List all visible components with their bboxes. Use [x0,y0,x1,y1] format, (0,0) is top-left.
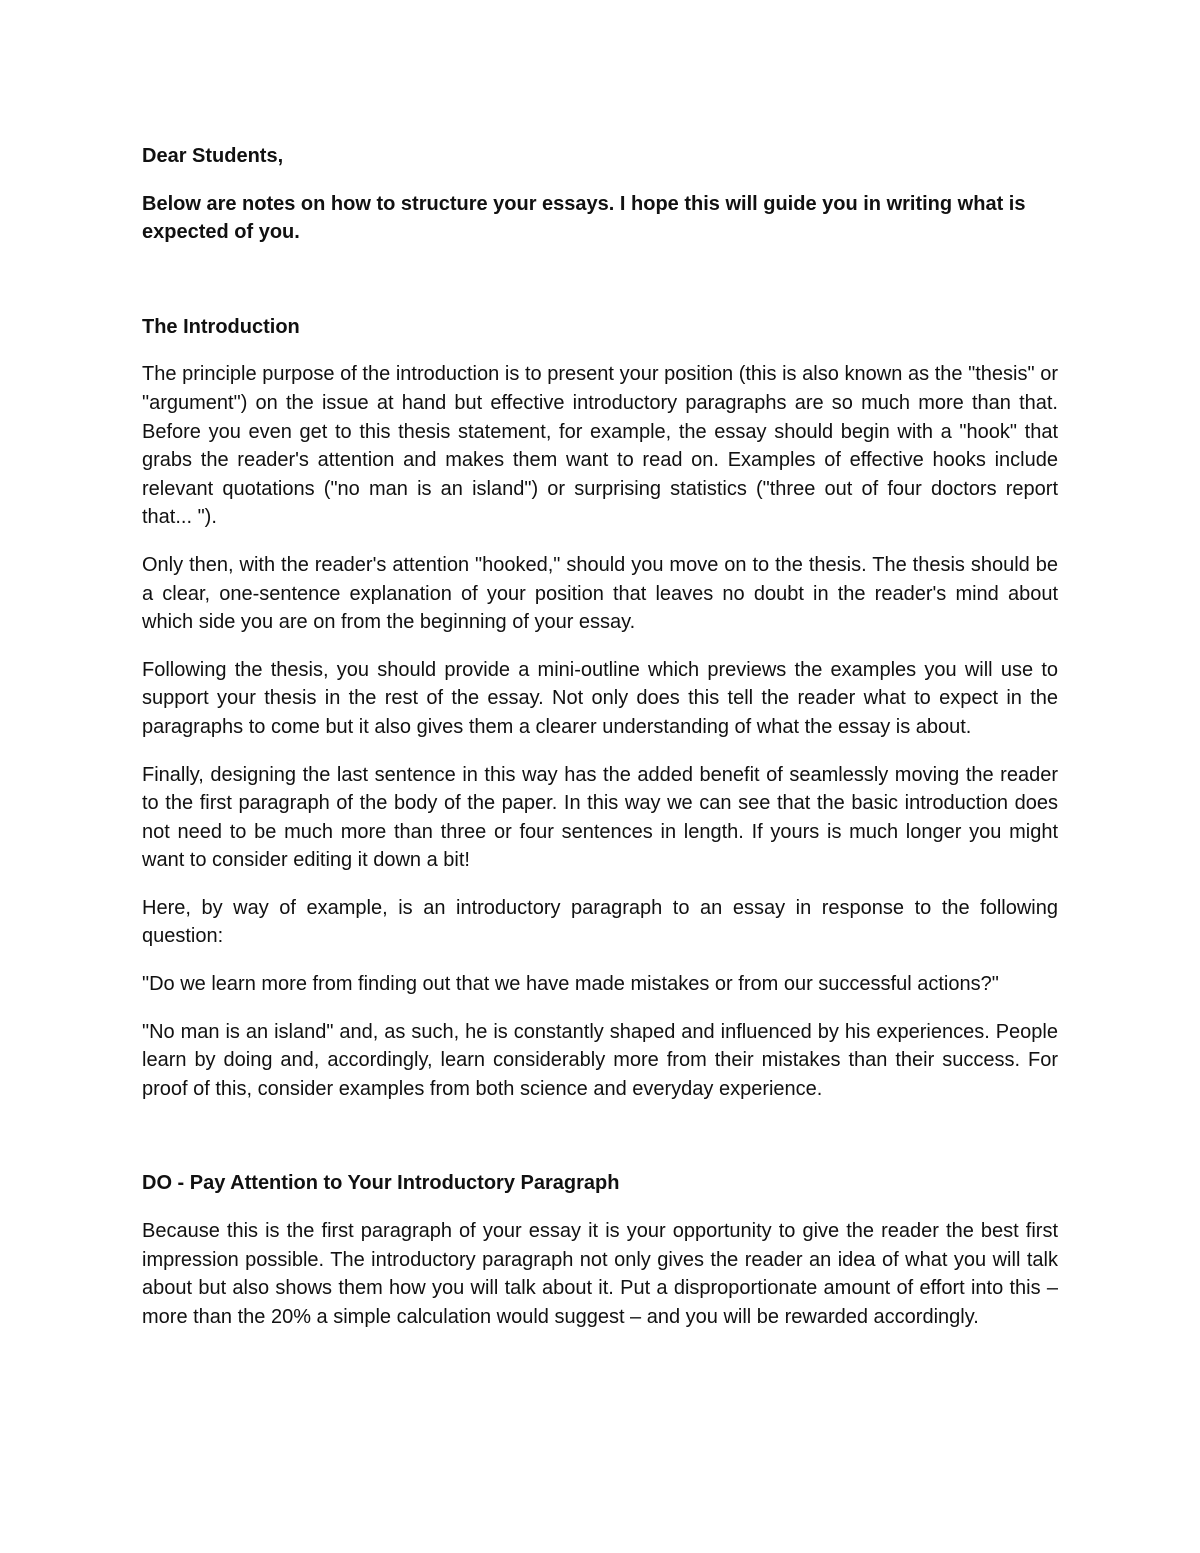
paragraph-example-lead: Here, by way of example, is an introductory paragraph to an essay in response to the following question: [142,896,1058,948]
intro-note: Below are notes on how to structure your essays. I hope this will guide you in writing what is expected of you. [142,192,1026,244]
paragraph-mini-outline: Following the thesis, you should provide a mini-outline which previews the examples you will use to support your thesis in the rest of the essay. Not only does this tell the reader what to expect in the paragraphs to come but it also gives them a clearer understanding of what the essay is about. [142,658,1058,738]
paragraph-example-answer: "No man is an island" and, as such, he is constantly shaped and influenced by his experiences. People learn by doing and, accordingly, learn considerably more from their mistakes than their success. For proof of this, consider examples from both science and everyday experience. [142,1020,1058,1100]
paragraph-thesis: Only then, with the reader's attention "hooked," should you move on to the thesis. The thesis should be a clear, one-sentence explanation of your position that leaves no doubt in the reader's mind about which side you are on from the beginning of your essay. [142,553,1058,634]
greeting: Dear Students, [142,145,284,167]
paragraph-example-question: "Do we learn more from finding out that we have made mistakes or from our successful actions?" [142,973,999,996]
section-heading-do: DO - Pay Attention to Your Introductory Paragraph [142,1172,620,1195]
section-heading-introduction: The Introduction [142,315,300,338]
paragraph-intro-purpose: The principle purpose of the introduction is to present your position (this is also known as the "thesis" or "argument") on the issue at hand but effective introductory paragraphs are so much more than that. Before you even get to this thesis statement, for example, the essay should begin with a "hook" that grabs the reader's attention and makes them want to read on. Examples of effective hooks include relevant quotations ("no man is an island") or surprising statistics ("three out of four doctors report that... "). [142,363,1058,529]
document-body [142,142,1058,1350]
paragraph-do-body: Because this is the first paragraph of your essay it is your opportunity to give the reader the best first impression possible. The introductory paragraph not only gives the reader an idea of what you will talk about but also shows them how you will talk about it. Put a disproportionate amount of effort into this – more than the 20% a simple calculation would suggest – and you will be rewarded accordingly. [142,1220,1058,1328]
paragraph-last-sentence: Finally, designing the last sentence in this way has the added benefit of seamlessly moving the reader to the first paragraph of the body of the paper. In this way we can see that the basic introduction does not need to be much more than three or four sentences in length. If yours is much longer you might want to consider editing it down a bit! [142,763,1058,872]
